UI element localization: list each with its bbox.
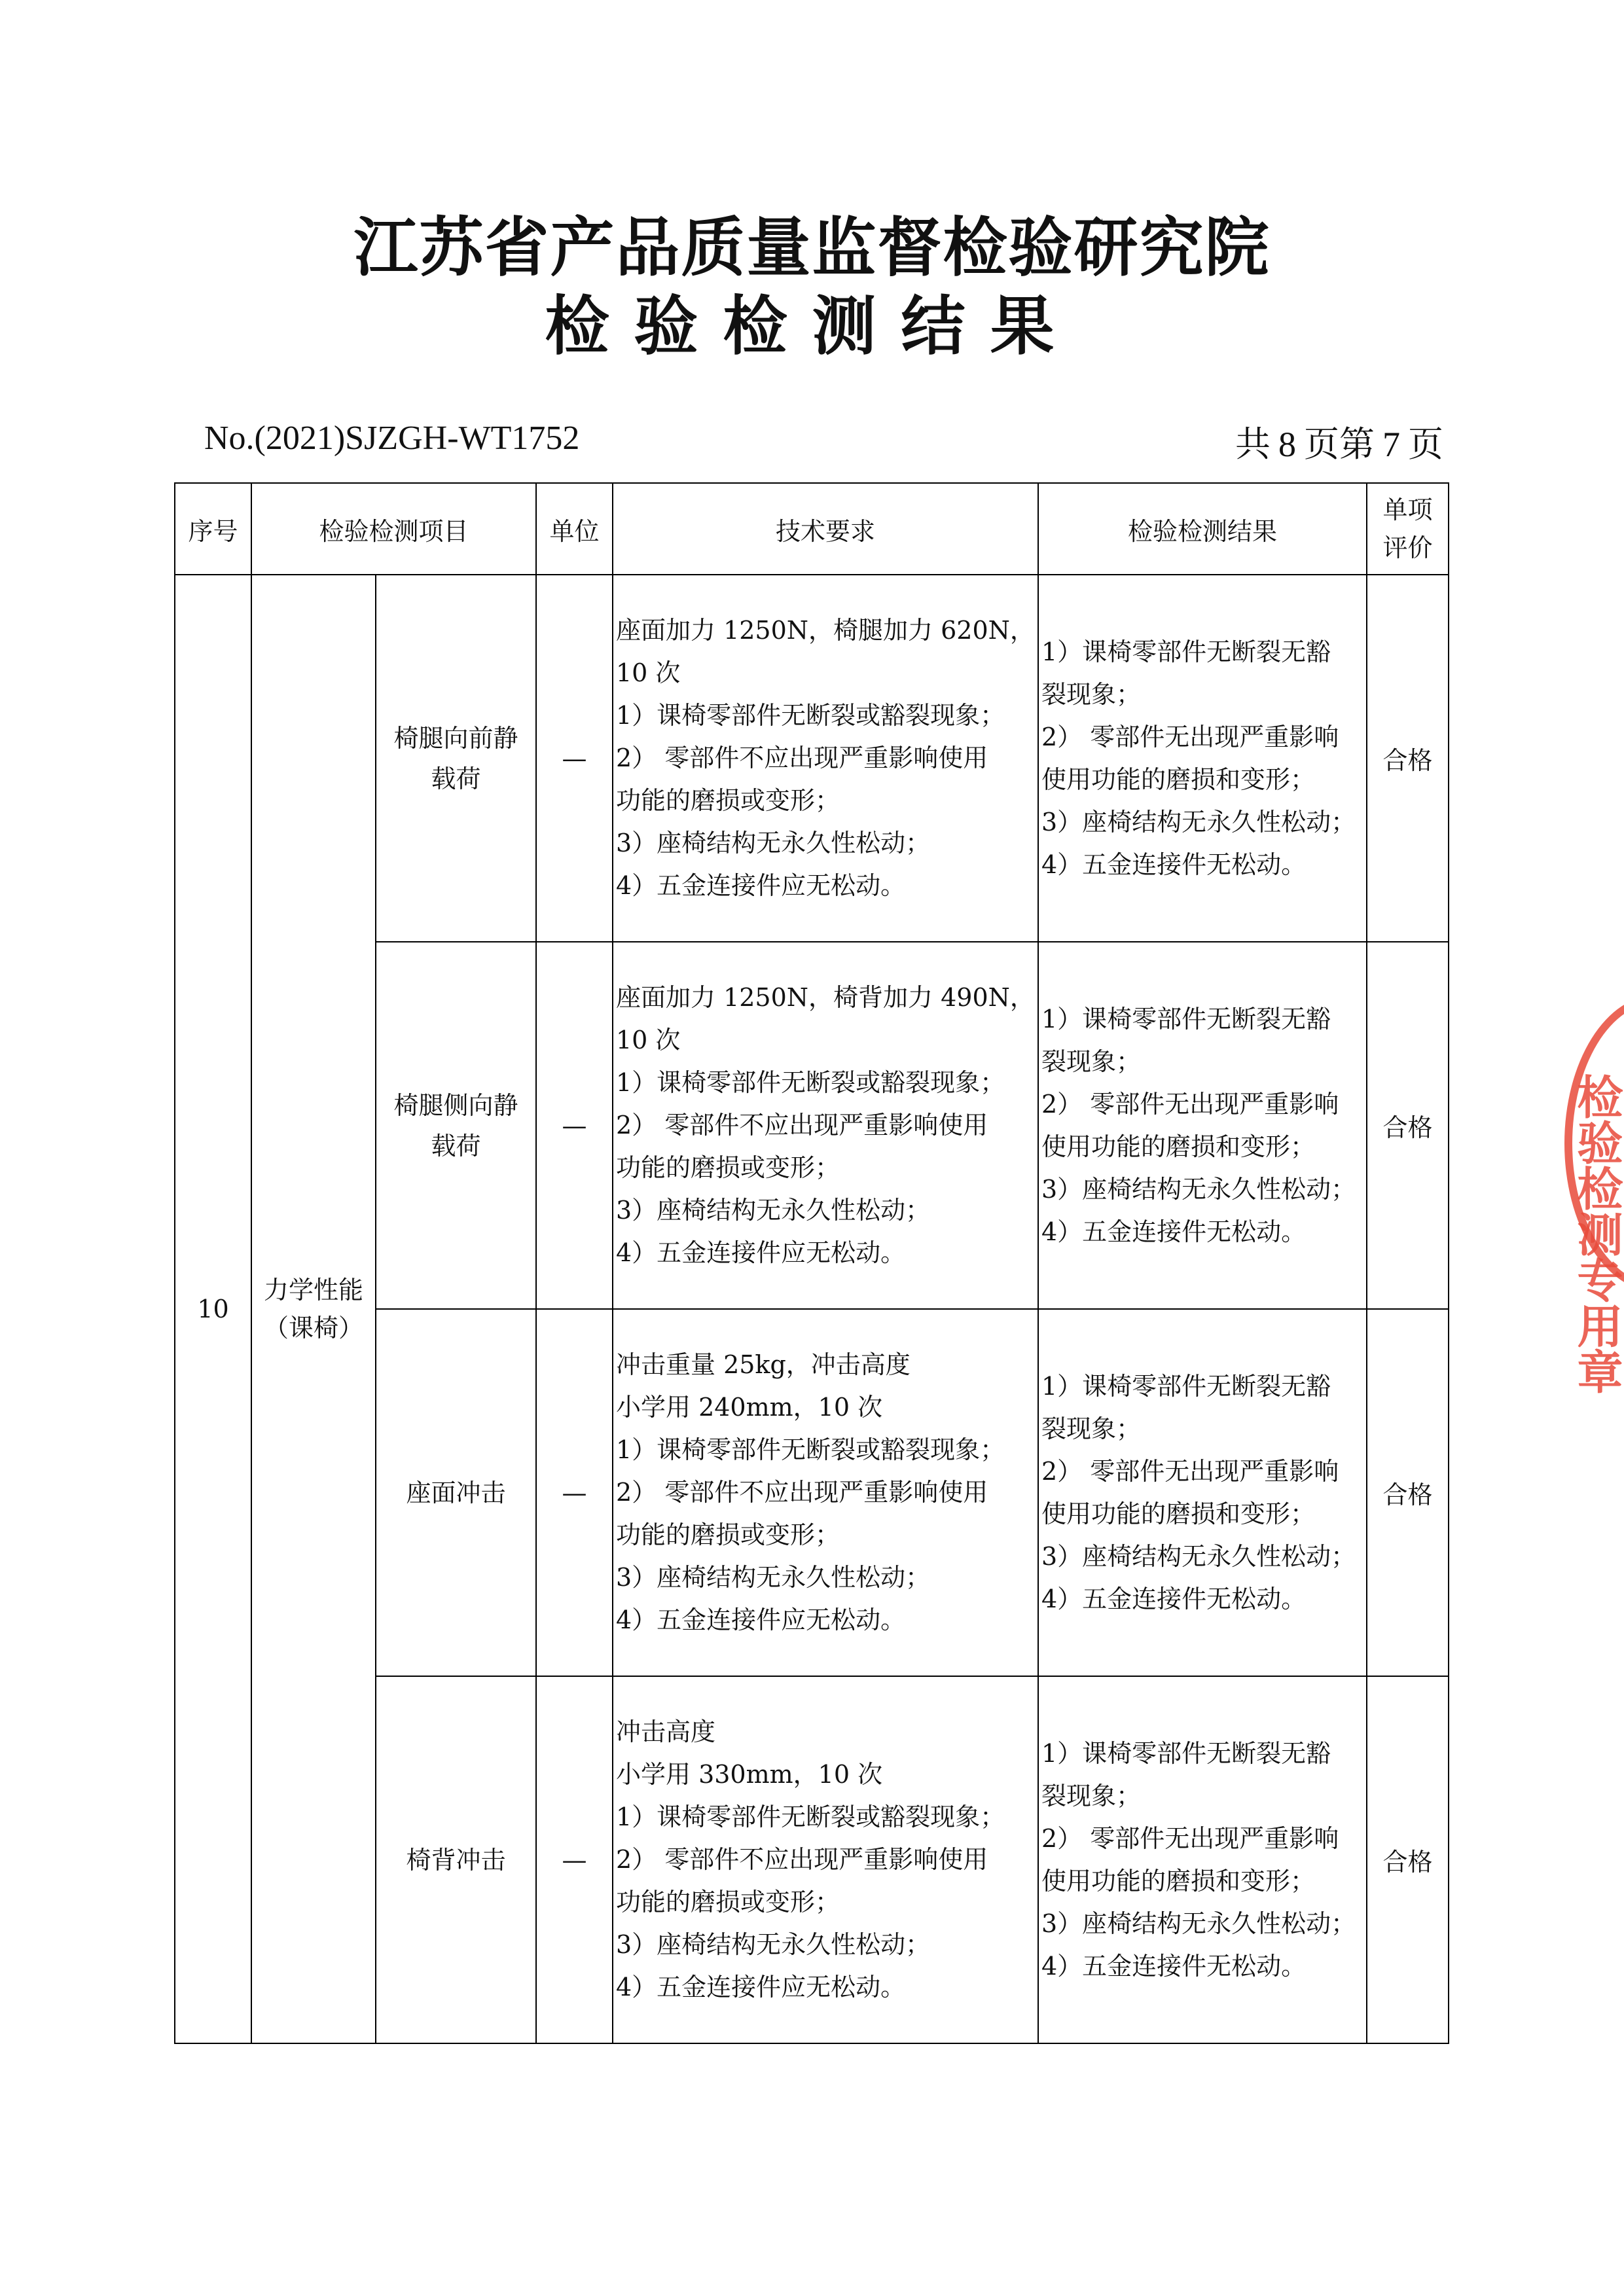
requirement-line: 4）五金连接件应无松动。	[616, 1605, 906, 1634]
item-name-cell	[376, 1309, 536, 1676]
result-line: 3）座椅结构无永久性松动；	[1041, 807, 1356, 836]
category-cell	[251, 575, 376, 2043]
requirement-line: 2） 零部件不应出现严重影响使用	[616, 744, 988, 772]
item-name-cell	[376, 1676, 536, 2043]
requirement-cell	[613, 1676, 1038, 2043]
requirement-line: 10 次	[616, 1026, 681, 1054]
header-item: 检验检测项目	[251, 483, 536, 575]
requirement-line: 3）座椅结构无永久性松动；	[616, 829, 931, 857]
requirement-line: 冲击重量 25kg，冲击高度	[616, 1350, 911, 1379]
table-header-row	[175, 483, 1449, 575]
evaluation-cell: 合格	[1367, 1309, 1449, 1676]
page-suffix: 页	[1408, 425, 1443, 464]
requirement-line: 3）座椅结构无永久性松动；	[616, 1930, 931, 1959]
header-evaluation	[1367, 483, 1449, 575]
unit-cell: —	[536, 942, 613, 1309]
result-line: 2） 零部件无出现严重影响	[1041, 1823, 1339, 1853]
requirement-line: 4）五金连接件应无松动。	[616, 1973, 906, 2001]
requirement-cell	[613, 1309, 1038, 1676]
header-result: 检验检测结果	[1038, 483, 1367, 575]
result-line: 1）课椅零部件无断裂无豁	[1041, 1004, 1331, 1033]
result-line: 4）五金连接件无松动。	[1041, 1584, 1307, 1613]
evaluation-cell: 合格	[1367, 1676, 1449, 2043]
result-line: 2） 零部件无出现严重影响	[1041, 1089, 1339, 1119]
result-line: 2） 零部件无出现严重影响	[1041, 1456, 1339, 1486]
requirement-line: 10 次	[616, 658, 681, 687]
result-cell	[1038, 1309, 1367, 1676]
requirement-line: 功能的磨损或变形；	[616, 1520, 840, 1549]
result-line: 1）课椅零部件无断裂无豁	[1041, 1738, 1331, 1768]
category-line2: （课椅）	[263, 1314, 363, 1342]
institute-title: 江苏省产品质量监督检验研究院	[353, 211, 1271, 285]
requirement-line: 1）课椅零部件无断裂或豁裂现象；	[616, 1803, 1005, 1831]
item-name-line2: 载荷	[431, 764, 481, 793]
item-name-line1: 座面冲击	[406, 1478, 506, 1507]
page-mid: 页第	[1304, 425, 1375, 464]
requirement-line: 3）座椅结构无永久性松动；	[616, 1196, 931, 1225]
result-line: 3）座椅结构无永久性松动；	[1041, 1541, 1356, 1571]
unit-cell: —	[536, 1309, 613, 1676]
requirement-line: 3）座椅结构无永久性松动；	[616, 1563, 931, 1592]
page-current: 7	[1382, 425, 1400, 464]
table-row	[175, 575, 1449, 942]
requirement-cell	[613, 575, 1038, 942]
result-line: 4）五金连接件无松动。	[1041, 1217, 1307, 1246]
requirement-line: 2） 零部件不应出现严重影响使用	[616, 1478, 988, 1507]
header-unit: 单位	[536, 483, 613, 575]
requirement-line: 小学用 240mm，10 次	[616, 1393, 883, 1422]
result-cell	[1038, 575, 1367, 942]
evaluation-cell: 合格	[1367, 942, 1449, 1309]
item-name-line1: 椅背冲击	[406, 1845, 506, 1874]
header-evaluation-line1: 单项	[1382, 495, 1433, 524]
requirement-line: 4）五金连接件应无松动。	[616, 871, 906, 900]
evaluation-cell: 合格	[1367, 575, 1449, 942]
header-requirement: 技术要求	[613, 483, 1038, 575]
result-line: 使用功能的磨损和变形；	[1041, 764, 1316, 794]
unit-cell: —	[536, 575, 613, 942]
page-total: 8	[1278, 425, 1296, 464]
result-cell	[1038, 1676, 1367, 2043]
item-name-cell	[376, 942, 536, 1309]
requirement-line: 1）课椅零部件无断裂或豁裂现象；	[616, 1068, 1005, 1097]
unit-cell: —	[536, 1676, 613, 2043]
result-line: 裂现象；	[1041, 679, 1142, 709]
result-line: 裂现象；	[1041, 1047, 1142, 1076]
header-seq: 序号	[175, 483, 251, 575]
requirement-line: 1）课椅零部件无断裂或豁裂现象；	[616, 701, 1005, 730]
requirement-line: 冲击高度	[616, 1717, 716, 1746]
result-line: 3）座椅结构无永久性松动；	[1041, 1909, 1356, 1938]
result-line: 1）课椅零部件无断裂无豁	[1041, 637, 1331, 666]
result-line: 使用功能的磨损和变形；	[1041, 1866, 1316, 1895]
page-total-prefix: 共	[1235, 425, 1271, 464]
item-name-cell	[376, 575, 536, 942]
requirement-cell	[613, 942, 1038, 1309]
result-line: 4）五金连接件无松动。	[1041, 1951, 1307, 1981]
result-line: 使用功能的磨损和变形；	[1041, 1499, 1316, 1528]
requirement-line: 座面加力 1250N，椅腿加力 620N，	[616, 616, 1035, 645]
result-line: 1）课椅零部件无断裂无豁	[1041, 1371, 1331, 1401]
requirement-line: 小学用 330mm，10 次	[616, 1760, 883, 1789]
requirement-line: 功能的磨损或变形；	[616, 1888, 840, 1916]
requirement-line: 2） 零部件不应出现严重影响使用	[616, 1111, 988, 1139]
requirement-line: 1）课椅零部件无断裂或豁裂现象；	[616, 1435, 1005, 1464]
item-name-line1: 椅腿侧向静	[393, 1090, 518, 1120]
result-line: 2） 零部件无出现严重影响	[1041, 722, 1339, 751]
result-line: 使用功能的磨损和变形；	[1041, 1132, 1316, 1161]
results-table	[174, 482, 1449, 2044]
report-number: No.(2021)SJZGH-WT1752	[204, 420, 580, 457]
result-cell	[1038, 942, 1367, 1309]
requirement-line: 4）五金连接件应无松动。	[616, 1238, 906, 1267]
page-info	[1231, 416, 1447, 467]
requirement-line: 功能的磨损或变形；	[616, 1153, 840, 1182]
requirement-line: 座面加力 1250N，椅背加力 490N，	[616, 983, 1035, 1012]
item-name-line2: 载荷	[431, 1131, 481, 1160]
result-line: 裂现象；	[1041, 1781, 1142, 1810]
category-line1: 力学性能	[263, 1276, 363, 1304]
document-title: 检验检测结果	[545, 289, 1079, 364]
seq-cell: 10	[175, 575, 251, 2043]
requirement-line: 功能的磨损或变形；	[616, 786, 840, 815]
official-seal-text: 检验检测专用章	[1570, 1073, 1623, 1394]
result-line: 3）座椅结构无永久性松动；	[1041, 1174, 1356, 1204]
result-line: 4）五金连接件无松动。	[1041, 850, 1307, 879]
header-evaluation-line2: 评价	[1382, 533, 1433, 562]
item-name-line1: 椅腿向前静	[393, 723, 518, 753]
requirement-line: 2） 零部件不应出现严重影响使用	[616, 1845, 988, 1874]
result-line: 裂现象；	[1041, 1414, 1142, 1443]
